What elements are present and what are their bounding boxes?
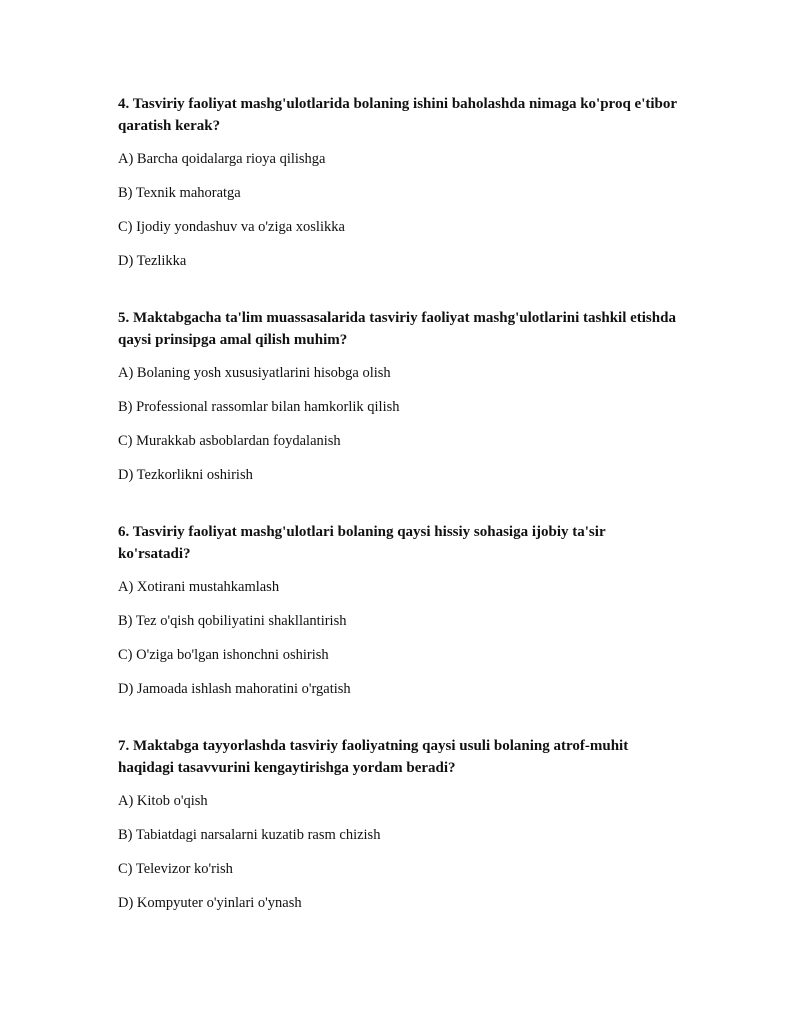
answer-option-a: A) Barcha qoidalarga rioya qilishga xyxy=(118,151,326,167)
answer-option-b: B) Texnik mahoratga xyxy=(118,185,241,201)
answer-option-c: C) Ijodiy yondashuv va o'ziga xoslikka xyxy=(118,219,345,235)
question-title: 5. Maktabgacha ta'lim muassasalarida tasviriy faoliyat mashg'ulotlarini tashkil etishda qaysi prinsipga amal qilish muhim? xyxy=(118,310,676,348)
question-title: 6. Tasviriy faoliyat mashg'ulotlari bolaning qaysi hissiy sohasiga ijobiy ta'sir ko'rsatadi? xyxy=(118,524,606,562)
answer-option-d: D) Jamoada ishlash mahoratini o'rgatish xyxy=(118,681,351,697)
document-page xyxy=(118,93,678,949)
answer-option-d: D) Kompyuter o'yinlari o'ynash xyxy=(118,895,302,911)
answer-option-b: B) Professional rassomlar bilan hamkorlik qilish xyxy=(118,399,400,415)
answer-option-d: D) Tezlikka xyxy=(118,253,187,269)
answer-option-c: C) Televizor ko'rish xyxy=(118,861,233,877)
question-6 xyxy=(118,521,678,699)
question-7 xyxy=(118,735,678,913)
answer-option-a: A) Bolaning yosh xususiyatlarini hisobga olish xyxy=(118,365,391,381)
answer-option-c: C) Murakkab asboblardan foydalanish xyxy=(118,433,341,449)
question-title: 7. Maktabga tayyorlashda tasviriy faoliyatning qaysi usuli bolaning atrof-muhit haqidagi tasavvurini kengaytirishga yordam beradi? xyxy=(118,738,629,776)
question-5 xyxy=(118,307,678,485)
answer-option-a: A) Xotirani mustahkamlash xyxy=(118,579,280,595)
answer-option-a: A) Kitob o'qish xyxy=(118,793,208,809)
answer-option-d: D) Tezkorlikni oshirish xyxy=(118,467,253,483)
answer-option-b: B) Tez o'qish qobiliyatini shakllantirish xyxy=(118,613,347,629)
answer-option-c: C) O'ziga bo'lgan ishonchni oshirish xyxy=(118,647,329,663)
question-title: 4. Tasviriy faoliyat mashg'ulotlarida bolaning ishini baholashda nimaga ko'proq e'tibor qaratish kerak? xyxy=(118,96,677,134)
question-4 xyxy=(118,93,678,271)
answer-option-b: B) Tabiatdagi narsalarni kuzatib rasm chizish xyxy=(118,827,381,843)
